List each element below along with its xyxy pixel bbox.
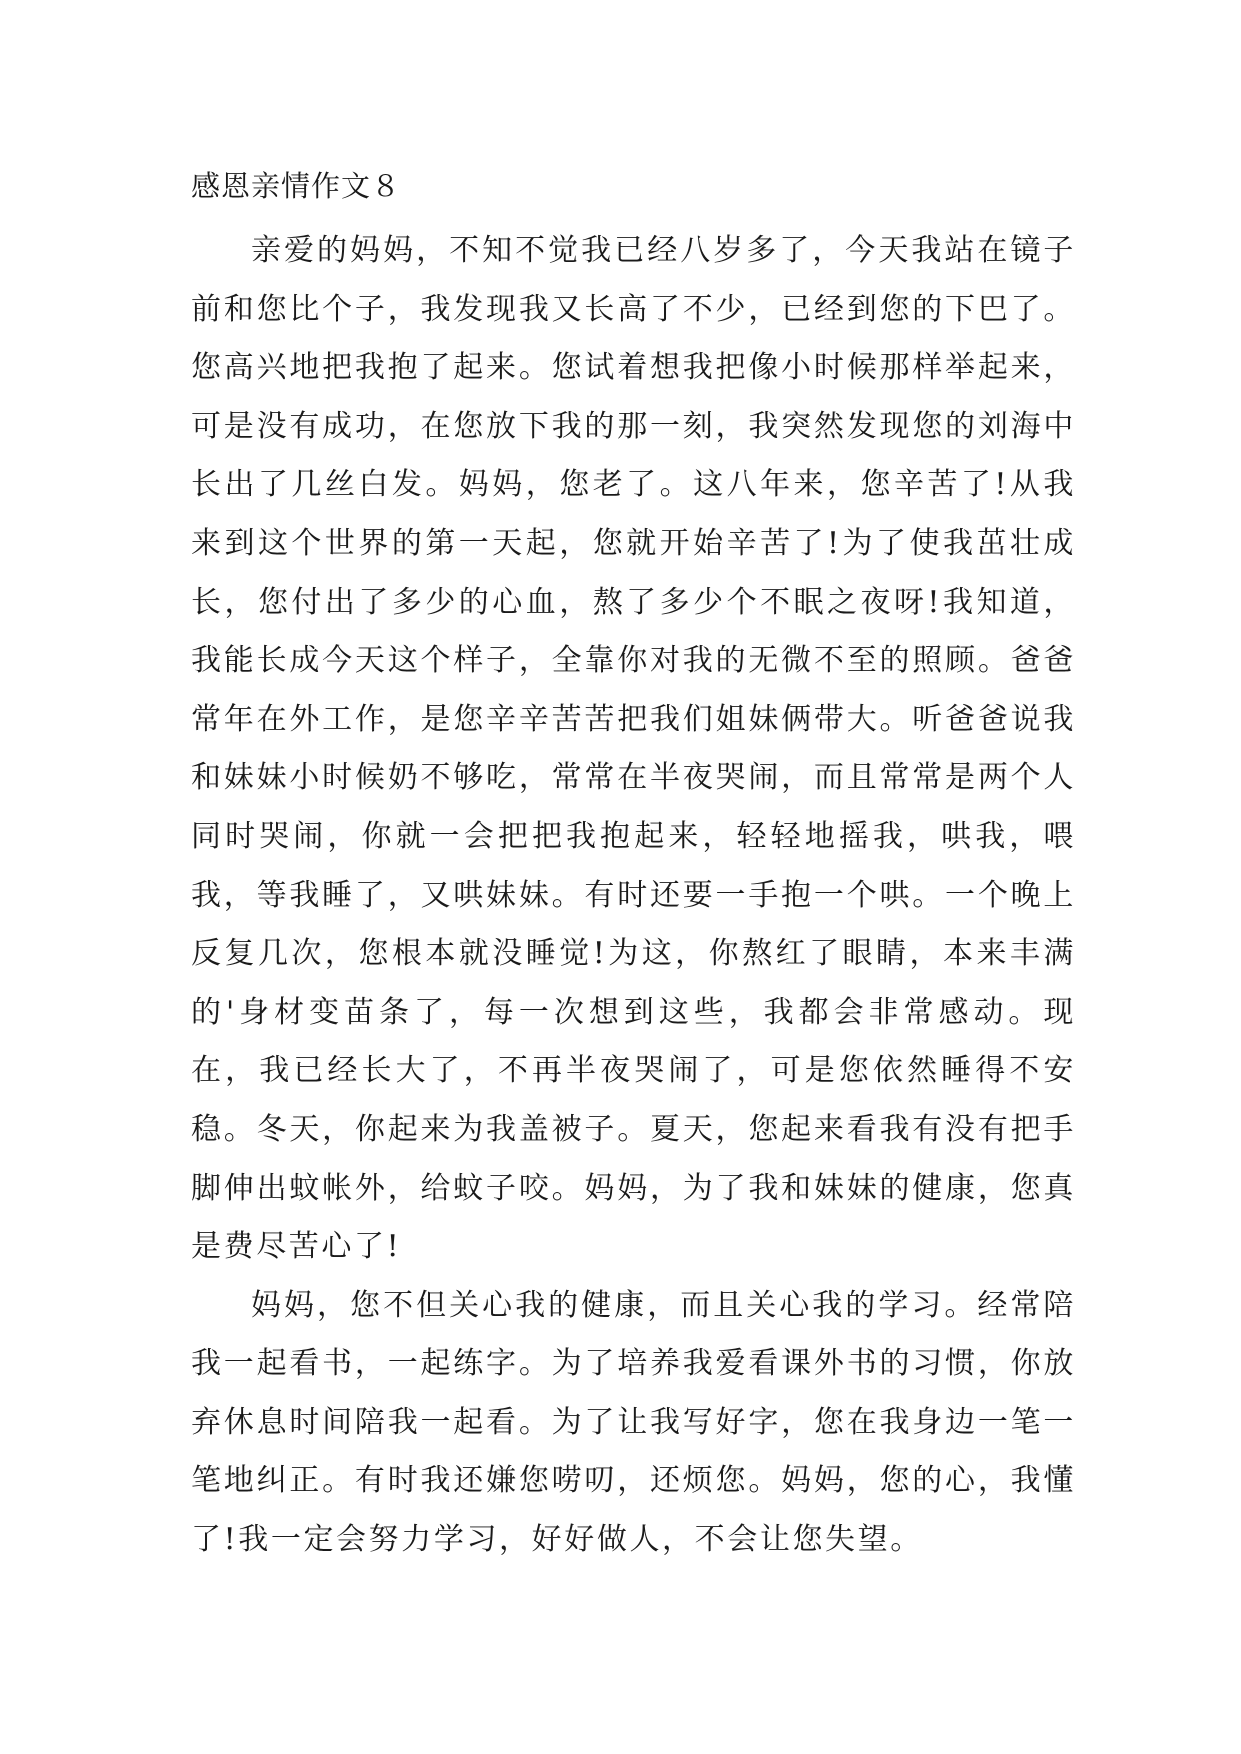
- essay-title: 感恩亲情作文８: [191, 169, 402, 203]
- essay-body: [191, 222, 1076, 1570]
- paragraph-2: 妈妈，您不但关心我的健康，而且关心我的学习。经常陪我一起看书，一起练字。为了培养我爱看课外书的习惯，你放弃休息时间陪我一起看。为了让我写好字，您在我身边一笔一笔地纠正。有时我还嫌您唠叨，还烦您。妈妈，您的心，我懂了!我一定会努力学习，好好做人，不会让您失望。: [191, 1287, 1076, 1558]
- paragraph-1: 亲爱的妈妈，不知不觉我已经八岁多了，今天我站在镜子前和您比个子，我发现我又长高了不少，已经到您的下巴了。您高兴地把我抱了起来。您试着想我把像小时候那样举起来，可是没有成功，在您放下我的那一刻，我突然发现您的刘海中长出了几丝白发。妈妈，您老了。这八年来，您辛苦了!从我来到这个世界的第一天起，您就开始辛苦了!为了使我茁壮成长，您付出了多少的心血，熬了多少个不眠之夜呀!我知道，我能长成今天这个样子，全靠你对我的无微不至的照顾。爸爸常年在外工作，是您辛辛苦苦把我们姐妹俩带大。听爸爸说我和妹妹小时候奶不够吃，常常在半夜哭闹，而且常常是两个人同时哭闹，你就一会把把我抱起来，轻轻地摇我，哄我，喂我，等我睡了，又哄妹妹。有时还要一手抱一个哄。一个晚上反复几次，您根本就没睡觉!为这，你熬红了眼睛，本来丰满的'身材变苗条了，每一次想到这些，我都会非常感动。现在，我已经长大了，不再半夜哭闹了，可是您依然睡得不安稳。冬天，你起来为我盖被子。夏天，您起来看我有没有把手脚伸出蚊帐外，给蚊子咬。妈妈，为了我和妹妹的健康，您真是费尽苦心了!: [191, 233, 1076, 1265]
